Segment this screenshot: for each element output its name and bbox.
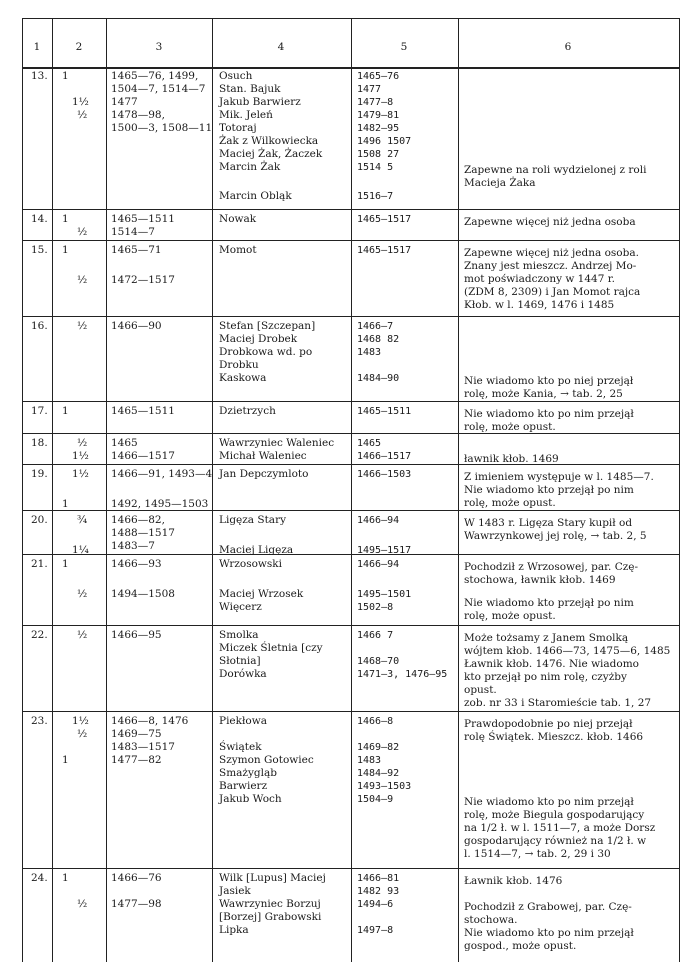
note-line: wójtem kłob. 1466—73, 1475—6, 1485 bbox=[464, 645, 671, 657]
note-line: Zapewne na roli wydzielonej z roli bbox=[464, 164, 647, 176]
note-line: Z imieniem występuje w l. 1485—7. bbox=[464, 471, 654, 483]
holder-name-cell: Osuch bbox=[219, 70, 253, 82]
years-cell: 1496 1507 bbox=[357, 136, 412, 147]
holder-name-cell: Słotnia] bbox=[219, 655, 261, 667]
column-divider bbox=[52, 18, 53, 962]
note-line: rolę, może opust. bbox=[464, 497, 556, 509]
column-header-2: 2 bbox=[75, 41, 83, 53]
note-line: Może tożsamy z Janem Smolką bbox=[464, 632, 629, 644]
note-line: Zapewne więcej niż jedna osoba. bbox=[464, 247, 639, 259]
years-cell: 1483 bbox=[357, 755, 382, 766]
column-header-6: 6 bbox=[564, 41, 572, 53]
years-cell: 1465—1517 bbox=[357, 214, 412, 225]
dates-cell: 1466—1517 bbox=[111, 450, 175, 462]
row-divider bbox=[22, 711, 679, 712]
note-line: gospodarujący również na 1/2 ł. w bbox=[464, 835, 647, 847]
holder-name-cell: Drobku bbox=[219, 359, 259, 371]
note-line: rolę, może Biegula gospodarujący bbox=[464, 809, 645, 821]
holder-name-cell: Smażygląb bbox=[219, 767, 277, 779]
share-cell: ½ bbox=[77, 274, 88, 286]
row-divider bbox=[22, 464, 679, 465]
dates-cell: 1477—98 bbox=[111, 898, 162, 910]
row-number: 23. bbox=[31, 715, 48, 727]
holder-name-cell: Smolka bbox=[219, 629, 259, 641]
share-cell: 1 bbox=[62, 244, 69, 256]
holder-name-cell: Wawrzyniec Borzuj bbox=[219, 898, 321, 910]
years-cell: 1482—95 bbox=[357, 123, 400, 134]
years-cell: 1494—6 bbox=[357, 899, 394, 910]
years-cell: 1466—81 bbox=[357, 873, 400, 884]
years-cell: 1465—1511 bbox=[357, 406, 412, 417]
row-divider bbox=[22, 868, 679, 869]
column-divider bbox=[212, 18, 213, 962]
dates-cell: 1477—82 bbox=[111, 754, 162, 766]
column-header-3: 3 bbox=[155, 41, 163, 53]
years-cell: 1466 7 bbox=[357, 630, 394, 641]
share-cell: 1 bbox=[62, 558, 69, 570]
years-cell: 1466—1503 bbox=[357, 469, 412, 480]
years-cell: 1508 27 bbox=[357, 149, 400, 160]
note-line: zob. nr 33 i Staromieście tab. 1, 27 bbox=[464, 697, 652, 709]
holder-name-cell: Maciej Ligęza bbox=[219, 544, 294, 556]
holder-name-cell: Jasiek bbox=[219, 885, 251, 897]
note-line: Nie wiadomo kto przejął po nim bbox=[464, 484, 634, 496]
dates-cell: 1466—91, 1493—4 bbox=[111, 468, 213, 480]
note-line: Ławnik kłob. 1476. Nie wiadomo bbox=[464, 658, 639, 670]
note-line: (ZDM 8, 2309) i Jan Momot rajca bbox=[464, 286, 641, 298]
note-line: Nie wiadomo kto po nim przejął bbox=[464, 927, 634, 939]
holder-name-cell: Maciej Wrzosek bbox=[219, 588, 304, 600]
dates-cell: 1500—3, 1508—11 bbox=[111, 122, 213, 134]
note-line: Pochodził z Wrzosowej, par. Czę- bbox=[464, 561, 639, 573]
dates-cell: 1466—82, bbox=[111, 514, 165, 526]
note-line: stochowa, ławnik kłob. 1469 bbox=[464, 574, 616, 586]
dates-cell: 1465—1511 bbox=[111, 405, 175, 417]
note-line: Wawrzynkowej jej rolę, → tab. 2, 5 bbox=[464, 530, 647, 542]
dates-cell: 1465—71 bbox=[111, 244, 162, 256]
note-line: na 1/2 ł. w l. 1511—7, a może Dorsz bbox=[464, 822, 656, 834]
note-line: rolę, może opust. bbox=[464, 610, 556, 622]
holder-name-cell: Kaskowa bbox=[219, 372, 267, 384]
holder-name-cell: [Borzej] Grabowski bbox=[219, 911, 322, 923]
holder-name-cell: Piekłowa bbox=[219, 715, 267, 727]
years-cell: 1516—7 bbox=[357, 191, 394, 202]
holder-name-cell: Wawrzyniec Waleniec bbox=[219, 437, 335, 449]
column-header-5: 5 bbox=[400, 41, 408, 53]
share-cell: 1 bbox=[62, 405, 69, 417]
share-cell: ½ bbox=[77, 320, 88, 332]
holder-name-cell: Miczek Śletnia [czy bbox=[219, 642, 323, 654]
share-cell: ½ bbox=[77, 728, 88, 740]
dates-cell: 1465—76, 1499, bbox=[111, 70, 199, 82]
note-line: Prawdopodobnie po niej przejął bbox=[464, 718, 633, 730]
note-line: Nie wiadomo kto po niej przejął bbox=[464, 375, 634, 387]
holder-name-cell: Mik. Jeleń bbox=[219, 109, 273, 121]
dates-cell: 1465—1511 bbox=[111, 213, 175, 225]
share-cell: ½ bbox=[77, 898, 88, 910]
row-divider bbox=[22, 209, 679, 210]
years-cell: 1471—3, 1476—95 bbox=[357, 669, 448, 680]
years-cell: 1484—92 bbox=[357, 768, 400, 779]
share-cell: 1 bbox=[62, 213, 69, 225]
note-line: Nie wiadomo kto po nim przejął bbox=[464, 408, 634, 420]
column-divider bbox=[106, 18, 107, 962]
holder-name-cell: Wrzosowski bbox=[219, 558, 282, 570]
years-cell: 1497—8 bbox=[357, 925, 394, 936]
holder-name-cell: Dorówka bbox=[219, 668, 267, 680]
row-number: 24. bbox=[31, 872, 48, 884]
note-line: W 1483 r. Ligęza Stary kupił od bbox=[464, 517, 633, 529]
holder-name-cell: Stefan [Szczepan] bbox=[219, 320, 316, 332]
row-number: 15. bbox=[31, 244, 48, 256]
years-cell: 1466—94 bbox=[357, 515, 400, 526]
years-cell: 1465—76 bbox=[357, 71, 400, 82]
row-number: 20. bbox=[31, 514, 48, 526]
note-line: Macieja Żaka bbox=[464, 177, 536, 189]
share-cell: ½ bbox=[77, 629, 88, 641]
years-cell: 1465—1517 bbox=[357, 245, 412, 256]
dates-cell: 1483—1517 bbox=[111, 741, 175, 753]
years-cell: 1477—8 bbox=[357, 97, 394, 108]
years-cell: 1466—94 bbox=[357, 559, 400, 570]
share-cell: 1¼ bbox=[72, 544, 89, 556]
holder-name-cell: Świątek bbox=[219, 741, 262, 753]
dates-cell: 1466—95 bbox=[111, 629, 162, 641]
share-cell: 1 bbox=[62, 70, 69, 82]
share-cell: 1½ bbox=[72, 715, 89, 727]
holder-name-cell: Momot bbox=[219, 244, 257, 256]
dates-cell: 1494—1508 bbox=[111, 588, 175, 600]
dates-cell: 1478—98, bbox=[111, 109, 165, 121]
dates-cell: 1466—8, 1476 bbox=[111, 715, 189, 727]
holder-name-cell: Szymon Gotowiec bbox=[219, 754, 314, 766]
holder-name-cell: Lipka bbox=[219, 924, 249, 936]
holder-name-cell: Więcerz bbox=[219, 601, 262, 613]
note-line: gospod., może opust. bbox=[464, 940, 577, 952]
row-number: 14. bbox=[31, 213, 48, 225]
dates-cell: 1466—76 bbox=[111, 872, 162, 884]
row-divider bbox=[22, 316, 679, 317]
holder-name-cell: Nowak bbox=[219, 213, 257, 225]
share-cell: ½ bbox=[77, 109, 88, 121]
years-cell: 1466—8 bbox=[357, 716, 394, 727]
years-cell: 1466—7 bbox=[357, 321, 394, 332]
years-cell: 1493—1503 bbox=[357, 781, 412, 792]
share-cell: ¾ bbox=[77, 514, 88, 526]
note-line: Ławnik kłob. 1476 bbox=[464, 875, 563, 887]
dates-cell: 1514—7 bbox=[111, 226, 155, 238]
years-cell: 1477 bbox=[357, 84, 382, 95]
years-cell: 1468—70 bbox=[357, 656, 400, 667]
share-cell: ½ bbox=[77, 226, 88, 238]
row-number: 18. bbox=[31, 437, 48, 449]
dates-cell: 1504—7, 1514—7 bbox=[111, 83, 206, 95]
note-line: Nie wiadomo kto przejął po nim bbox=[464, 597, 634, 609]
years-cell: 1465 bbox=[357, 438, 382, 449]
dates-cell: 1466—93 bbox=[111, 558, 162, 570]
column-divider bbox=[22, 18, 23, 962]
years-cell: 1483 bbox=[357, 347, 382, 358]
holder-name-cell: Totoraj bbox=[219, 122, 257, 134]
dates-cell: 1492, 1495—1503 bbox=[111, 498, 209, 510]
note-line: Znany jest mieszcz. Andrzej Mo- bbox=[464, 260, 637, 272]
share-cell: ½ bbox=[77, 437, 88, 449]
note-line: Pochodził z Grabowej, par. Czę- bbox=[464, 901, 632, 913]
years-cell: 1466—1517 bbox=[357, 451, 412, 462]
row-number: 16. bbox=[31, 320, 48, 332]
holder-name-cell: Ligęza Stary bbox=[219, 514, 287, 526]
note-line: rolę, może Kania, → tab. 2, 25 bbox=[464, 388, 623, 400]
holder-name-cell: Jan Depczymloto bbox=[219, 468, 309, 480]
holder-name-cell: Maciej Żak, Żaczek bbox=[219, 148, 323, 160]
row-number: 19. bbox=[31, 468, 48, 480]
years-cell: 1479—81 bbox=[357, 110, 400, 121]
holder-name-cell: Marcin Żak bbox=[219, 161, 281, 173]
row-number: 21. bbox=[31, 558, 48, 570]
dates-cell: 1477 bbox=[111, 96, 138, 108]
dates-cell: 1466—90 bbox=[111, 320, 162, 332]
row-number: 22. bbox=[31, 629, 48, 641]
years-cell: 1484—90 bbox=[357, 373, 400, 384]
years-cell: 1504—9 bbox=[357, 794, 394, 805]
row-divider bbox=[22, 554, 679, 555]
holder-name-cell: Żak z Wilkowiecka bbox=[219, 135, 319, 147]
note-line: stochowa. bbox=[464, 914, 518, 926]
note-line: rolę, może opust. bbox=[464, 421, 556, 433]
dates-cell: 1472—1517 bbox=[111, 274, 175, 286]
note-line: l. 1514—7, → tab. 2, 29 i 30 bbox=[464, 848, 611, 860]
dates-cell: 1483—7 bbox=[111, 540, 155, 552]
column-divider bbox=[458, 18, 459, 962]
holder-name-cell: Drobkowa wd. po bbox=[219, 346, 313, 358]
holder-name-cell: Maciej Drobek bbox=[219, 333, 298, 345]
years-cell: 1469—82 bbox=[357, 742, 400, 753]
note-line: rolę Świątek. Mieszcz. kłob. 1466 bbox=[464, 731, 644, 743]
share-cell: 1½ bbox=[72, 96, 89, 108]
column-header-4: 4 bbox=[277, 41, 285, 53]
note-line: Kłob. w l. 1469, 1476 i 1485 bbox=[464, 299, 615, 311]
column-divider bbox=[351, 18, 352, 962]
note-line: ławnik kłob. 1469 bbox=[464, 453, 559, 465]
years-cell: 1468 82 bbox=[357, 334, 400, 345]
years-cell: 1495—1501 bbox=[357, 589, 412, 600]
holder-name-cell: Wilk [Lupus] Maciej bbox=[219, 872, 326, 884]
dates-cell: 1469—75 bbox=[111, 728, 162, 740]
holder-name-cell: Stan. Bajuk bbox=[219, 83, 281, 95]
dates-cell: 1488—1517 bbox=[111, 527, 175, 539]
holder-name-cell: Marcin Obląk bbox=[219, 190, 292, 202]
holder-name-cell: Jakub Barwierz bbox=[219, 96, 301, 108]
note-line: kto przejął po nim rolę, czyżby bbox=[464, 671, 627, 683]
row-divider bbox=[22, 240, 679, 241]
note-line: Zapewne więcej niż jedna osoba bbox=[464, 216, 636, 228]
share-cell: 1 bbox=[62, 754, 69, 766]
holder-name-cell: Barwierz bbox=[219, 780, 268, 792]
share-cell: 1 bbox=[62, 872, 69, 884]
column-header-1: 1 bbox=[33, 41, 41, 53]
row-divider bbox=[22, 401, 679, 402]
note-line: Nie wiadomo kto po nim przejął bbox=[464, 796, 634, 808]
share-cell: 1½ bbox=[72, 468, 89, 480]
years-cell: 1482 93 bbox=[357, 886, 400, 897]
holder-name-cell: Jakub Woch bbox=[219, 793, 282, 805]
row-divider bbox=[22, 433, 679, 434]
row-number: 17. bbox=[31, 405, 48, 417]
years-cell: 1514 5 bbox=[357, 162, 394, 173]
years-cell: 1502—8 bbox=[357, 602, 394, 613]
holder-name-cell: Michał Waleniec bbox=[219, 450, 307, 462]
note-line: mot poświadczony w 1447 r. bbox=[464, 273, 615, 285]
row-divider bbox=[22, 625, 679, 626]
note-line: opust. bbox=[464, 684, 497, 696]
share-cell: 1 bbox=[62, 498, 69, 510]
years-cell: 1495—1517 bbox=[357, 545, 412, 556]
row-number: 13. bbox=[31, 70, 48, 82]
holder-name-cell: Dzietrzych bbox=[219, 405, 276, 417]
column-divider bbox=[679, 18, 680, 962]
share-cell: 1½ bbox=[72, 450, 89, 462]
share-cell: ½ bbox=[77, 588, 88, 600]
dates-cell: 1465 bbox=[111, 437, 138, 449]
